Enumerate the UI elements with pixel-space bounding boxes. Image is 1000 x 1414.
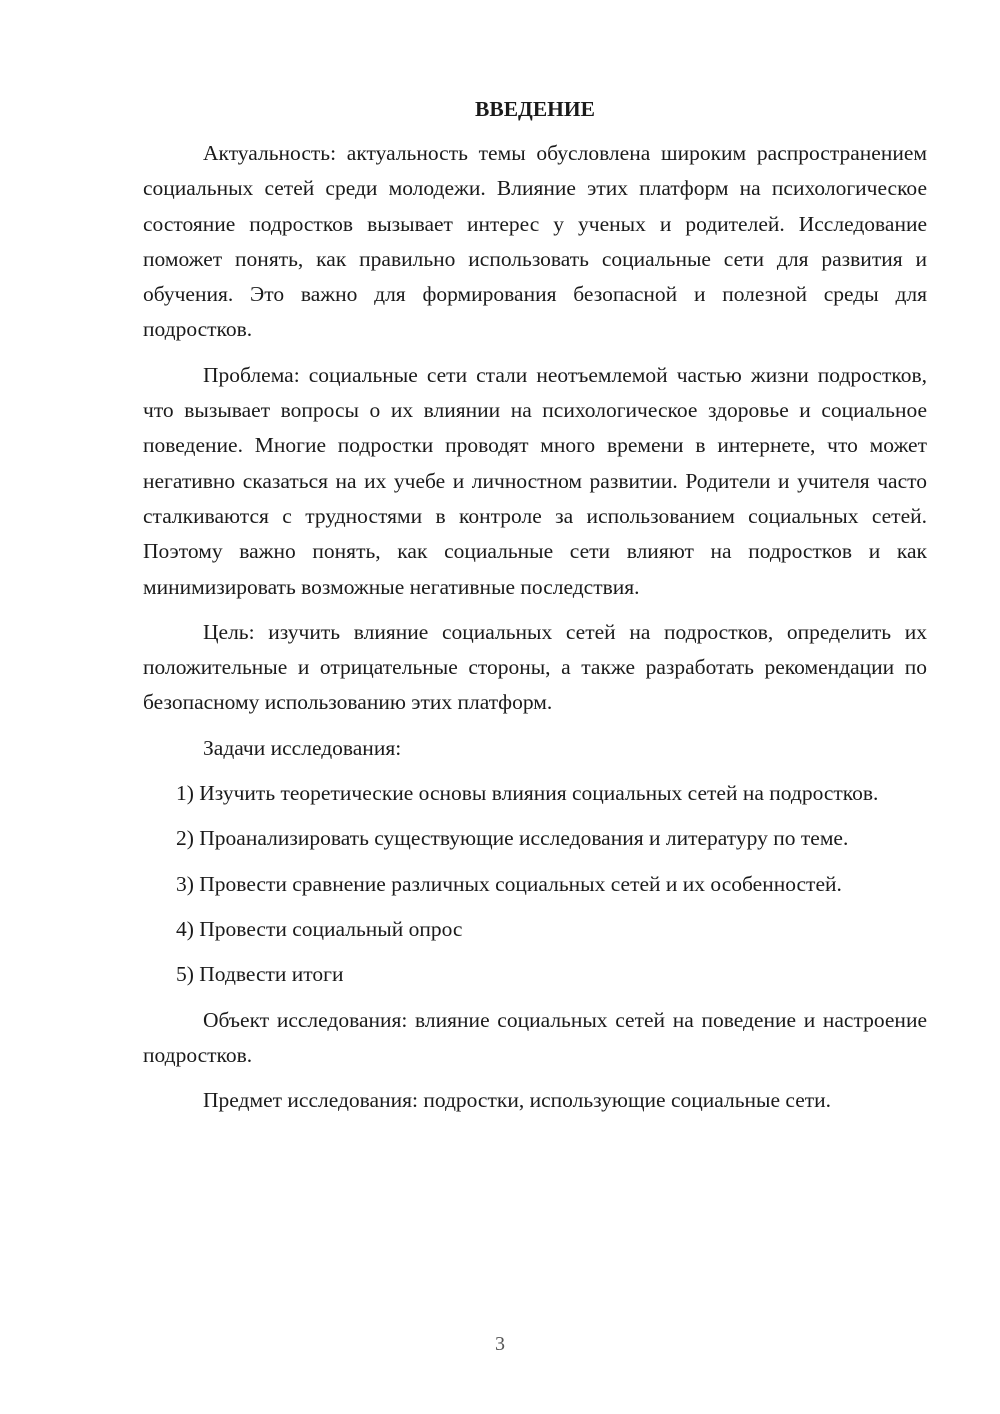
subject-paragraph: Предмет исследования: подростки, использующие социальные сети. [203, 1088, 832, 1113]
tasks-heading: Задачи исследования: [203, 735, 402, 760]
goal-paragraph: Цель: изучить влияние социальных сетей на подростков, определить их положительные и отрицательные стороны, а также разработать рекомендации по безопасному использованию этих платформ. [143, 619, 927, 715]
task-item-1: 1) Изучить теоретические основы влияния социальных сетей на подростков. [176, 781, 879, 806]
object-paragraph: Объект исследования: влияние социальных сетей на поведение и настроение подростков. [143, 1007, 927, 1067]
task-item-4: 4) Провести социальный опрос [176, 916, 463, 941]
section-title: ВВЕДЕНИЕ [475, 97, 595, 121]
problem-paragraph: Проблема: социальные сети стали неотъемлемой частью жизни подростков, что вызывает вопросы о их влиянии на психологическое здоровье и социальное поведение. Многие подростки проводят много времени в интернете, что может негативно сказаться на их учебе и личностном развитии. Родители и учителя часто сталкиваются с трудностями в контроле за использованием социальных сетей. Поэтому важно понять, как социальные сети влияют на подростков и как минимизировать возможные негативные последствия. [143, 362, 927, 599]
relevance-paragraph: Актуальность: актуальность темы обусловлена широким распространением социальных сетей среди молодежи. Влияние этих платформ на психологическое состояние подростков вызывает интерес у ученых и родителей. Исследование поможет понять, как правильно использовать социальные сети для развития и обучения. Это важно для формирования безопасной и полезной среды для подростков. [143, 141, 927, 342]
task-item-3: 3) Провести сравнение различных социальных сетей и их особенностей. [176, 871, 842, 896]
task-item-2: 2) Проанализировать существующие исследования и литературу по теме. [176, 826, 849, 851]
task-item-5: 5) Подвести итоги [176, 962, 344, 987]
page-number: 3 [495, 1333, 505, 1355]
document-page [143, 95, 927, 1118]
